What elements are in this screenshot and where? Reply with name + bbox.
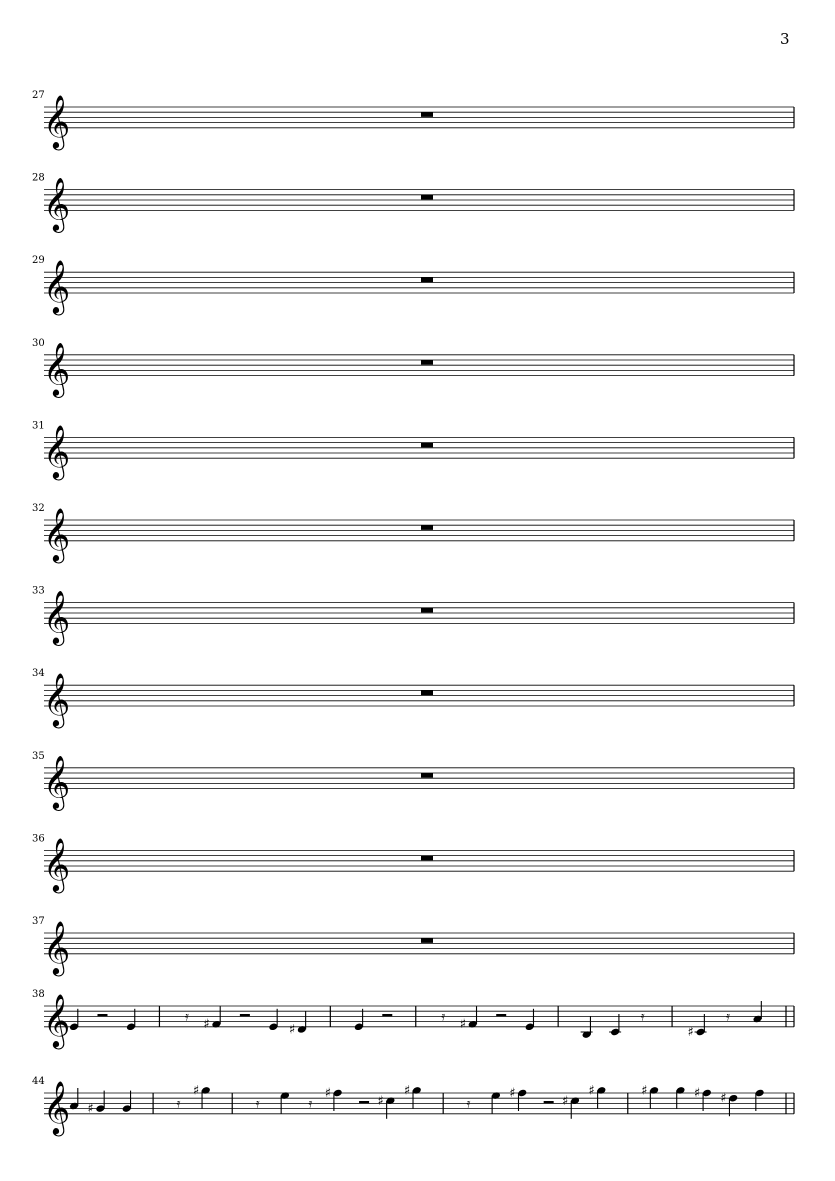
sharp-icon: ♯: [720, 1091, 727, 1107]
short-rest-icon: 𝄿: [308, 1096, 313, 1112]
sharp-icon: ♯: [687, 1025, 694, 1040]
sharp-icon: ♯: [509, 1086, 516, 1101]
half-rest: [382, 1014, 392, 1017]
treble-clef-icon: 𝄞: [43, 93, 71, 148]
staff-system: [32, 833, 794, 893]
treble-clef-icon: 𝄞: [43, 259, 71, 313]
whole-measure-rest: [421, 195, 433, 200]
treble-clef-icon: 𝄞: [43, 992, 71, 1047]
sharp-icon: ♯: [562, 1093, 569, 1109]
half-rest: [97, 1014, 107, 1017]
half-rest: [496, 1014, 506, 1017]
whole-measure-rest: [421, 277, 433, 282]
whole-measure-rest: [421, 608, 433, 613]
whole-measure-rest: [421, 112, 433, 117]
treble-clef-icon: 𝄞: [43, 424, 71, 479]
short-rest-icon: 𝄿: [466, 1096, 471, 1112]
staff-system: [32, 989, 794, 1049]
staff-system: [32, 503, 794, 563]
staff-system: [32, 338, 794, 398]
measure-number: 33: [32, 585, 45, 597]
sharp-icon: ♯: [87, 1101, 94, 1117]
sharp-icon: ♯: [459, 1017, 467, 1033]
half-rest: [359, 1101, 369, 1104]
sharp-icon: ♯: [288, 1022, 296, 1038]
short-rest-icon: 𝄿: [726, 1009, 731, 1025]
treble-clef-icon: 𝄞: [43, 919, 71, 974]
half-rest: [240, 1014, 250, 1017]
treble-clef-icon: 𝄞: [43, 672, 71, 726]
short-rest-icon: 𝄿: [184, 1009, 189, 1025]
sharp-icon: ♯: [192, 1083, 200, 1099]
treble-clef-icon: 𝄞: [43, 1079, 71, 1134]
whole-measure-rest: [421, 690, 433, 695]
sharp-icon: ♯: [403, 1083, 411, 1099]
measure-number: 36: [32, 833, 45, 845]
treble-clef-icon: 𝄞: [43, 754, 71, 809]
staff-system: [32, 255, 794, 315]
whole-measure-rest: [421, 443, 433, 448]
staff-system: [32, 586, 794, 646]
sharp-icon: ♯: [324, 1086, 332, 1101]
whole-measure-rest: [421, 773, 433, 778]
treble-clef-icon: 𝄞: [43, 589, 71, 644]
short-rest-icon: 𝄿: [640, 1009, 645, 1025]
sharp-icon: ♯: [588, 1083, 595, 1099]
whole-measure-rest: [421, 360, 433, 365]
short-rest-icon: 𝄿: [441, 1009, 446, 1025]
measure-number: 44: [32, 1076, 45, 1087]
sharp-icon: ♯: [377, 1093, 384, 1109]
treble-clef-icon: 𝄞: [43, 341, 71, 396]
measure-number: 35: [32, 750, 45, 762]
measure-number: 29: [32, 255, 45, 267]
treble-clef-icon: 𝄞: [43, 176, 71, 231]
treble-clef-icon: 𝄞: [43, 506, 71, 561]
whole-measure-rest: [421, 525, 433, 530]
measure-number: 37: [32, 916, 45, 927]
measure-number: 28: [32, 172, 45, 184]
sharp-icon: ♯: [203, 1017, 210, 1033]
whole-measure-rest: [421, 856, 433, 861]
staff-system: [32, 1076, 794, 1136]
measure-number: 27: [32, 90, 45, 101]
staff-system: [32, 90, 794, 150]
short-rest-icon: 𝄿: [255, 1096, 260, 1112]
measure-number: 38: [32, 989, 45, 1000]
short-rest-icon: 𝄿: [176, 1096, 181, 1112]
whole-measure-rest: [421, 938, 433, 943]
measure-number: 31: [32, 420, 45, 432]
sharp-icon: ♯: [693, 1086, 701, 1101]
staff-system: [32, 751, 794, 811]
staff-system: [32, 916, 794, 976]
measure-number: 30: [32, 337, 45, 349]
half-rest: [544, 1101, 554, 1104]
page-number: 3: [780, 30, 790, 48]
sharp-icon: ♯: [641, 1083, 648, 1099]
measure-number: 34: [32, 668, 45, 680]
treble-clef-icon: 𝄞: [43, 837, 71, 892]
staff-system: [32, 420, 794, 480]
staff-system: [32, 173, 794, 233]
measure-number: 32: [32, 503, 45, 514]
staff-system: [32, 668, 794, 728]
